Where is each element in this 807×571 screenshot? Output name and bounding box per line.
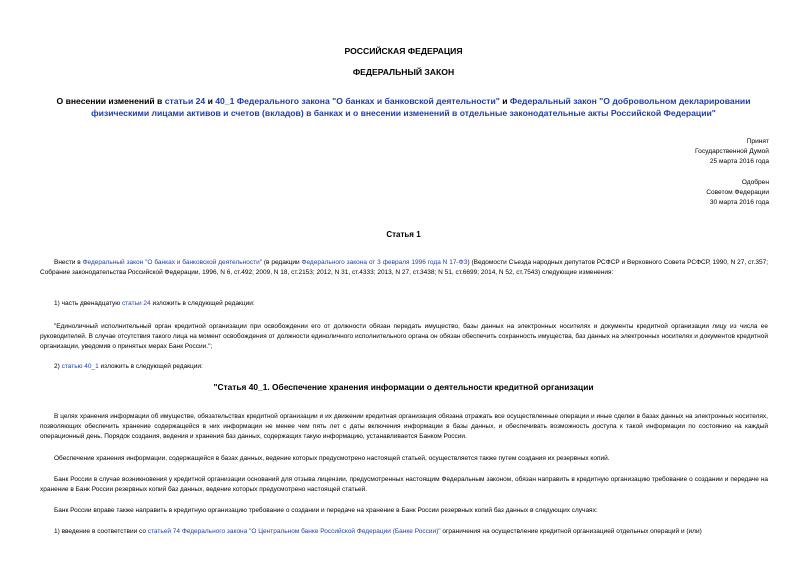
country-heading: РОССИЙСКАЯ ФЕДЕРАЦИЯ xyxy=(344,46,463,56)
law-type-heading: ФЕДЕРАЛЬНЫЙ ЗАКОН xyxy=(352,67,455,77)
adopted-date: 25 марта 2016 года xyxy=(709,157,769,165)
article-1-paragraph-4 xyxy=(40,362,768,372)
paragraph-text: ограничения на осуществление кредитной организацией отдельных операций и (или) xyxy=(440,528,702,535)
link-article-74-central-bank-law[interactable]: статьей 74 Федерального закона "О Центральном банке Российской Федерации (Банке России)" xyxy=(147,528,441,535)
paragraph-text: 1) часть двенадцатую xyxy=(54,300,122,307)
article-40-1-paragraph-5 xyxy=(40,527,768,537)
paragraph-text: 1) введение в соответствии со xyxy=(54,528,148,535)
approved-label: Одобрен xyxy=(741,179,769,186)
title-text: О внесении изменений в xyxy=(56,96,165,106)
article-40-1-paragraph-4: Банк России вправе также направить в кредитную организацию требование о создании и передаче на хранение в Банк России резервных копий баз данных в следующих случаях: xyxy=(54,507,598,514)
paragraph-text: Внести в xyxy=(54,259,83,266)
title-text: и xyxy=(499,96,510,106)
link-article-40-1[interactable]: статью 40_1 xyxy=(61,363,99,370)
paragraph-text: изложить в следующей редакции: xyxy=(150,300,255,307)
article-1-paragraph-3: "Единоличный исполнительный орган кредитной организации при освобождении его от должности обязан передать имущество, базы данных на электронных носителях и документы кредитной организации лицу из числа ее руководителей. В случае отсутствия такого лица на момент освобождения от должности единоличного исполнительного органа он обязан обеспечить сохранность имущества, баз данных на электронных носителях и документов кредитной организации, уведомив о принятых мерах Банк России."; xyxy=(40,323,768,351)
title-text: и xyxy=(205,96,216,106)
approved-date: 30 марта 2016 года xyxy=(709,198,769,206)
adopted-body: Государственной Думой xyxy=(695,147,769,155)
document-title xyxy=(36,95,771,119)
link-article-24[interactable]: статьи 24 xyxy=(121,300,151,307)
article-40-1-paragraph-1: В целях хранения информации об имуществе, обязательствах кредитной организации и их движении кредитная организация обязана отражать все осуществленные операции и иные сделки в базах данных на электронных носителях, позволяющих обеспечить хранение содержащейся в них информации не менее чем пять лет с даты включения информации в базы данных, и обеспечивать возможность доступа к такой информации по состоянию на каждый операционный день. Порядок создания, ведения и хранения баз данных, содержащих такую информацию, устанавливается Банком России. xyxy=(40,413,768,441)
article-40-1-paragraph-2: Обеспечение хранения информации, содержащейся в базах данных, ведение которых предусмотрено настоящей статьей, осуществляется также путем создания их резервных копий. xyxy=(54,455,610,462)
paragraph-text: ) (Ведомости Съезда народных депутатов РСФСР и Верховного Совета РСФСР, 1990, N 27, ст.357; Собрание законодательства Российской Федерации, 1996, N 6, ст.492; 2009, N 18, ст.2153; 2012, N 31, ст.4333; 2013, N 27, ст.3438; N 51, ст.6699; 2014, N 52, ст.7543) следующие изменения: xyxy=(40,259,769,277)
approved-body: Советом Федерации xyxy=(706,188,769,196)
article-1-heading: Статья 1 xyxy=(386,230,421,239)
approved-block xyxy=(569,178,769,207)
article-1-paragraph-1 xyxy=(40,258,768,278)
title-link-article-24[interactable]: статьи 24 xyxy=(164,96,206,106)
paragraph-text: 2) xyxy=(54,363,62,370)
link-law-17fz[interactable]: Федерального закона от 3 февраля 1996 года N 17-ФЗ xyxy=(301,259,468,266)
paragraph-text: (в редакции xyxy=(262,259,302,266)
link-banking-law[interactable]: Федеральный закон "О банках и банковской деятельности" xyxy=(82,259,263,266)
article-40-1-heading: "Статья 40_1. Обеспечение хранения информации о деятельности кредитной организации xyxy=(213,382,594,392)
adopted-label: Принят xyxy=(746,138,769,145)
article-1-paragraph-2 xyxy=(40,299,768,309)
paragraph-text: изложить в следующей редакции: xyxy=(98,363,203,370)
adopted-block xyxy=(569,137,769,166)
title-link-declaration-law[interactable]: Федеральный закон "О добровольном декларировании физическими лицами активов и счетов (вкладов) в банках и о внесении изменений в отдельные законодательные акты Российской Федерации" xyxy=(91,96,751,118)
title-link-banking-law[interactable]: 40_1 Федерального закона "О банках и банковской деятельности" xyxy=(215,96,500,106)
article-40-1-paragraph-3: Банк России в случае возникновения у кредитной организации оснований для отзыва лицензии, предусмотренных настоящим Федеральным законом, обязан направить в кредитную организацию требование о создании и передаче на хранение в Банк России резервных копий баз данных, ведение которых предусмотрено настоящей статьей. xyxy=(40,476,768,494)
